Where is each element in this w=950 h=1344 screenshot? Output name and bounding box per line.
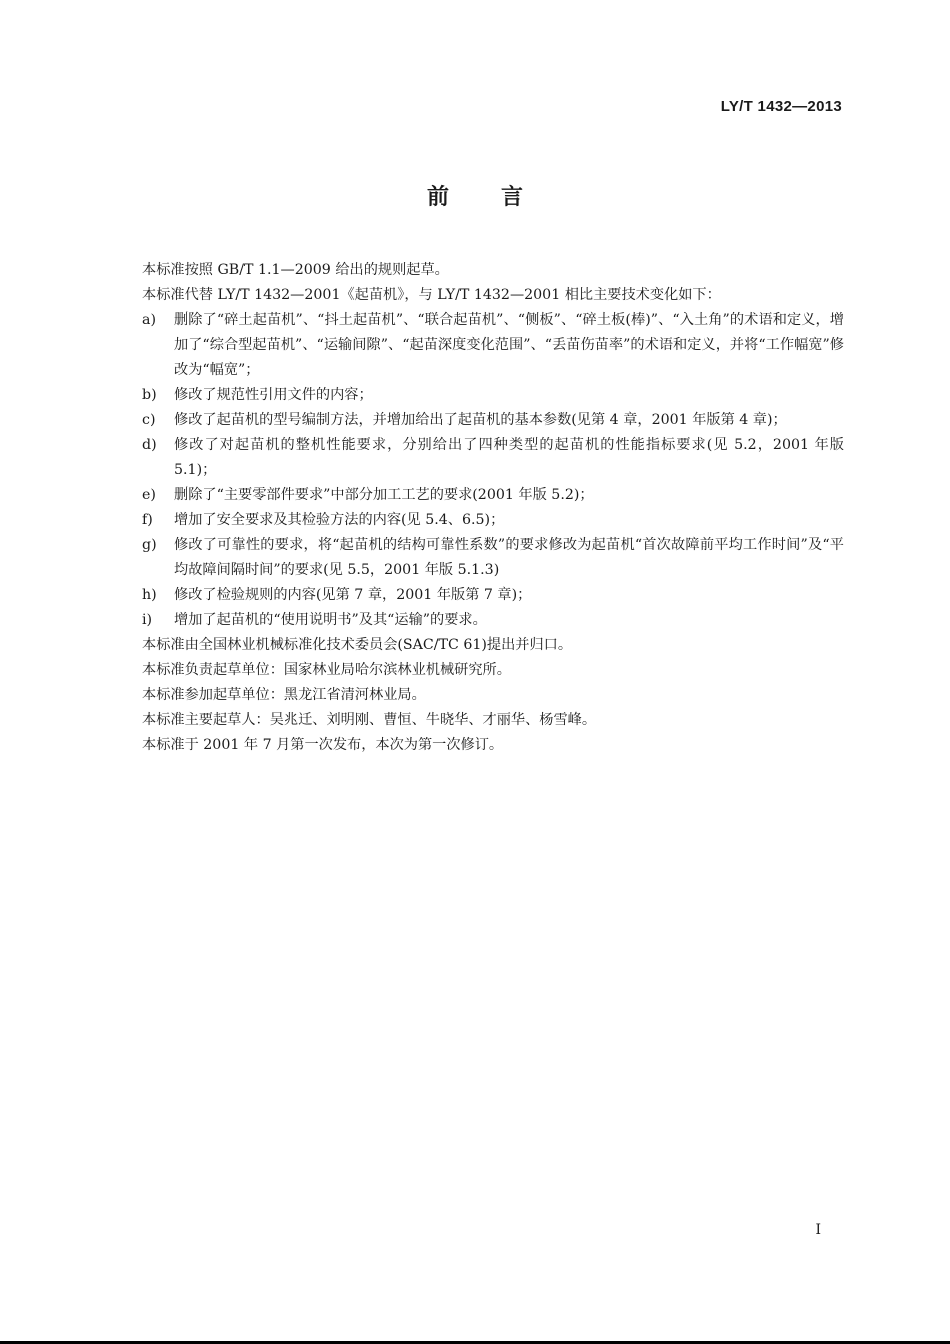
closing-paragraph: 本标准负责起草单位：国家林业局哈尔滨林业机械研究所。 xyxy=(142,662,511,678)
list-item xyxy=(142,308,844,383)
list-marker: e) xyxy=(142,487,156,503)
list-marker: i) xyxy=(142,612,153,628)
page-title: 前言 xyxy=(426,185,575,210)
standard-code: LY/T 1432—2013 xyxy=(720,98,842,115)
closing-paragraph: 本标准于 2001 年 7 月第一次发布，本次为第一次修订。 xyxy=(142,737,504,753)
list-item-text: 增加了起苗机的“使用说明书”及其“运输”的要求。 xyxy=(174,612,487,628)
list-item xyxy=(142,433,844,483)
list-item-text: 修改了起苗机的型号编制方法，并增加给出了起苗机的基本参数(见第 4 章，2001 年版第 4 章)； xyxy=(174,412,787,428)
list-marker: c) xyxy=(142,412,156,428)
list-item xyxy=(142,508,844,533)
page-number: I xyxy=(815,1222,821,1238)
intro-paragraph: 本标准按照 GB/T 1.1—2009 给出的规则起草。 xyxy=(142,262,449,278)
list-marker: g) xyxy=(142,537,157,553)
document-body xyxy=(142,258,844,758)
list-item-text: 修改了检验规则的内容(见第 7 章，2001 年版第 7 章)； xyxy=(174,587,532,603)
intro-paragraph: 本标准代替 LY/T 1432—2001《起苗机》，与 LY/T 1432—2001 相比主要技术变化如下： xyxy=(142,287,721,303)
list-item xyxy=(142,583,844,608)
list-marker: b) xyxy=(142,387,157,403)
changes-list xyxy=(142,308,844,633)
list-item-text: 增加了安全要求及其检验方法的内容(见 5.4、6.5)； xyxy=(174,512,505,528)
list-item-text: 修改了对起苗机的整机性能要求，分别给出了四种类型的起苗机的性能指标要求(见 5.2，2001 年版 5.1)； xyxy=(174,437,844,478)
list-item-text: 修改了可靠性的要求，将“起苗机的结构可靠性系数”的要求修改为起苗机“首次故障前平均工作时间”及“平均故障间隔时间”的要求(见 5.5，2001 年版 5.1.3) xyxy=(174,537,844,578)
list-item-text: 删除了“碎土起苗机”、“抖土起苗机”、“联合起苗机”、“侧板”、“碎土板(棒)”、“入土角”的术语和定义，增加了“综合型起苗机”、“运输间隙”、“起苗深度变化范围”、“丢苗伤苗率”的术语和定义，并将“工作幅宽”修改为“幅宽”； xyxy=(174,312,844,378)
list-item-text: 修改了规范性引用文件的内容； xyxy=(174,387,373,403)
list-item xyxy=(142,408,844,433)
closing-paragraph: 本标准主要起草人：吴兆迁、刘明刚、曹恒、牛晓华、才丽华、杨雪峰。 xyxy=(142,712,597,728)
list-item xyxy=(142,608,844,633)
list-marker: a) xyxy=(142,312,156,328)
list-item-text: 删除了“主要零部件要求”中部分加工工艺的要求(2001 年版 5.2)； xyxy=(174,487,594,503)
list-item xyxy=(142,483,844,508)
list-marker: h) xyxy=(142,587,157,603)
list-item xyxy=(142,383,844,408)
closing-paragraph: 本标准由全国林业机械标准化技术委员会(SAC/TC 61)提出并归口。 xyxy=(142,637,573,653)
list-item xyxy=(142,533,844,583)
list-marker: d) xyxy=(142,437,157,453)
list-marker: f) xyxy=(142,512,153,528)
closing-paragraph: 本标准参加起草单位：黑龙江省清河林业局。 xyxy=(142,687,426,703)
